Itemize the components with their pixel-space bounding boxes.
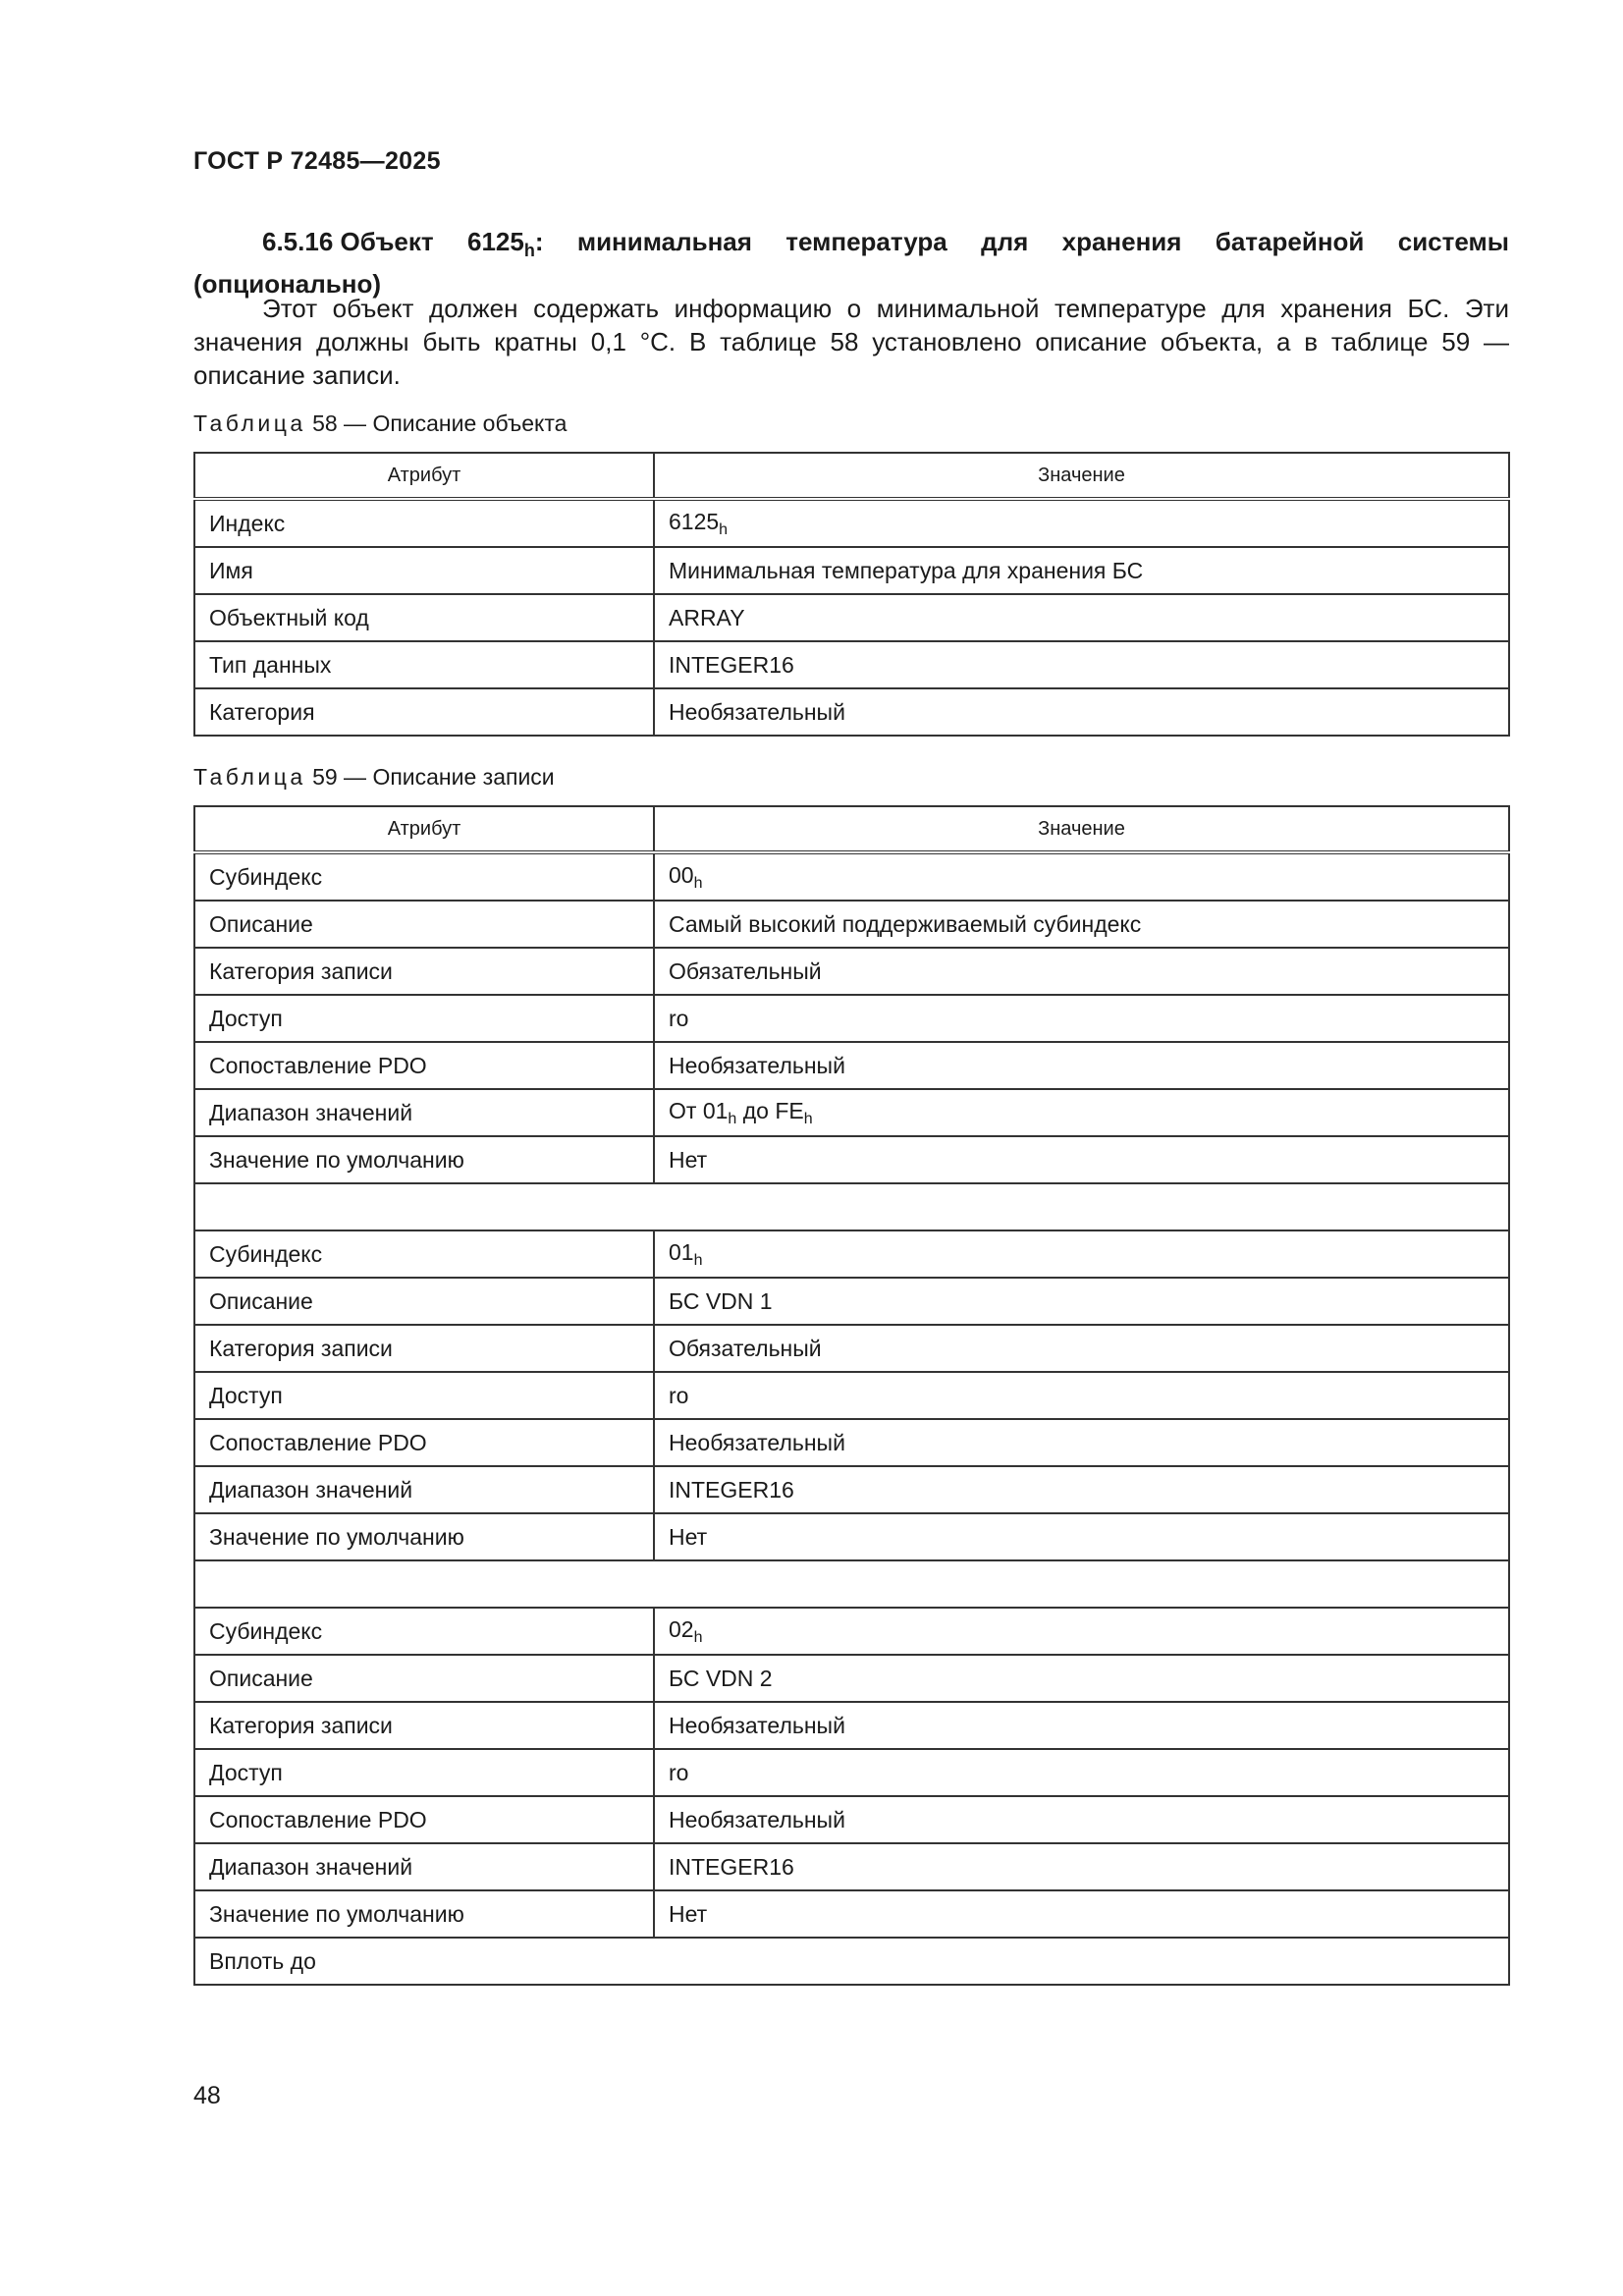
table-row [194, 1042, 1509, 1089]
attr-cell: Категория записи [194, 1325, 654, 1372]
value-cell: Необязательный [654, 1702, 1509, 1749]
table-row [194, 1325, 1509, 1372]
attr-cell: Значение по умолчанию [194, 1136, 654, 1183]
value-cell: БС VDN 2 [654, 1655, 1509, 1702]
value-cell: Нет [654, 1513, 1509, 1560]
section-heading [193, 225, 1509, 301]
attr-cell: Категория записи [194, 1702, 654, 1749]
table-row [194, 901, 1509, 948]
attr-cell: Значение по умолчанию [194, 1890, 654, 1938]
table-row [194, 852, 1509, 901]
attr-cell: Значение по умолчанию [194, 1513, 654, 1560]
attr-cell: Субиндекс [194, 1608, 654, 1655]
attr-cell: Сопоставление PDO [194, 1419, 654, 1466]
title-word: температура [785, 227, 947, 256]
table-row [194, 1749, 1509, 1796]
value-cell: $00_h$ [654, 852, 1509, 901]
attr-cell: Доступ [194, 1749, 654, 1796]
section-heading-line2: (опционально) [193, 269, 382, 300]
table-row [194, 1843, 1509, 1890]
table58-caption: Таблица 58 — Описание объекта [193, 410, 568, 436]
attr-cell: Описание [194, 1278, 654, 1325]
value-cell: Нет [654, 1136, 1509, 1183]
attr-cell: Описание [194, 1655, 654, 1702]
value-cell: $01_h$ [654, 1230, 1509, 1278]
table-row [194, 641, 1509, 688]
attr-cell: Диапазон значений [194, 1089, 654, 1136]
footer-cell: Вплоть до [194, 1938, 1509, 1985]
value-cell: $6125_h$ [654, 499, 1509, 547]
attr-cell: Диапазон значений [194, 1843, 654, 1890]
value-cell: ARRAY [654, 594, 1509, 641]
attr-cell: Описание [194, 901, 654, 948]
attr-cell: Доступ [194, 995, 654, 1042]
attr-cell: Субиндекс [194, 1230, 654, 1278]
value-cell: INTEGER16 [654, 1466, 1509, 1513]
value-cell: Обязательный [654, 948, 1509, 995]
title-word: системы [1397, 227, 1509, 256]
value-cell: Необязательный [654, 1419, 1509, 1466]
table-row [194, 1230, 1509, 1278]
header-attribute: Атрибут [194, 806, 654, 852]
value-cell: ro [654, 995, 1509, 1042]
value-cell: Самый высокий поддерживаемый субиндекс [654, 901, 1509, 948]
table-row [194, 1136, 1509, 1183]
table-row [194, 1466, 1509, 1513]
attr-cell: Имя [194, 547, 654, 594]
separator-row [194, 1560, 1509, 1608]
attr-cell: Категория записи [194, 948, 654, 995]
attr-cell: Сопоставление PDO [194, 1796, 654, 1843]
table-row [194, 1419, 1509, 1466]
table-row [194, 499, 1509, 547]
table-header-row [194, 806, 1509, 852]
body-paragraph [193, 292, 1509, 392]
attr-cell: Тип данных [194, 641, 654, 688]
table-row [194, 1796, 1509, 1843]
title-word: батарейной [1215, 227, 1365, 256]
attr-cell: Индекс [194, 499, 654, 547]
attr-cell: Диапазон значений [194, 1466, 654, 1513]
table-row [194, 1890, 1509, 1938]
table-footer-row [194, 1938, 1509, 1985]
value-cell: От $01_h$ до $FE_h$ [654, 1089, 1509, 1136]
attr-cell: Объектный код [194, 594, 654, 641]
header-value: Значение [654, 806, 1509, 852]
attr-cell: Субиндекс [194, 852, 654, 901]
value-cell: ro [654, 1372, 1509, 1419]
page-number: 48 [193, 2082, 221, 2109]
header-attribute: Атрибут [194, 453, 654, 499]
attr-cell: Категория [194, 688, 654, 736]
paragraph-text: Этот объект должен содержать информацию о минимальной температуре для хранения БС. Эти значения должны быть кратны 0,1 °С. В таблице 58 установлено описание объекта, а в таблице 59 — описание записи. [193, 294, 1509, 390]
title-word: для [981, 227, 1029, 256]
value-cell: INTEGER16 [654, 641, 1509, 688]
value-cell: Необязательный [654, 1042, 1509, 1089]
table59 [193, 805, 1510, 1986]
table-row [194, 1702, 1509, 1749]
section-number-and-object: 6.5.16 Объект [262, 227, 434, 256]
table-row [194, 1089, 1509, 1136]
table-row [194, 594, 1509, 641]
value-cell: Необязательный [654, 1796, 1509, 1843]
table-row [194, 547, 1509, 594]
title-word: хранения [1061, 227, 1182, 256]
table59-caption: Таблица 59 — Описание записи [193, 764, 555, 790]
value-cell: ro [654, 1749, 1509, 1796]
value-cell: БС VDN 1 [654, 1278, 1509, 1325]
object-index: $6125_h$: [466, 227, 544, 261]
table-row [194, 995, 1509, 1042]
table-row [194, 1513, 1509, 1560]
document-id: ГОСТ Р 72485—2025 [193, 147, 441, 175]
table-row [194, 1372, 1509, 1419]
attr-cell: Доступ [194, 1372, 654, 1419]
attr-cell: Сопоставление PDO [194, 1042, 654, 1089]
title-word: минимальная [576, 227, 752, 256]
table-row [194, 1655, 1509, 1702]
value-cell: $02_h$ [654, 1608, 1509, 1655]
header-value: Значение [654, 453, 1509, 499]
table-header-row [194, 453, 1509, 499]
table-row [194, 688, 1509, 736]
value-cell: Минимальная температура для хранения БС [654, 547, 1509, 594]
value-cell: Нет [654, 1890, 1509, 1938]
table-row [194, 1278, 1509, 1325]
value-cell: INTEGER16 [654, 1843, 1509, 1890]
table-row [194, 1608, 1509, 1655]
table58 [193, 452, 1510, 737]
table-row [194, 948, 1509, 995]
value-cell: Обязательный [654, 1325, 1509, 1372]
value-cell: Необязательный [654, 688, 1509, 736]
separator-row [194, 1183, 1509, 1230]
